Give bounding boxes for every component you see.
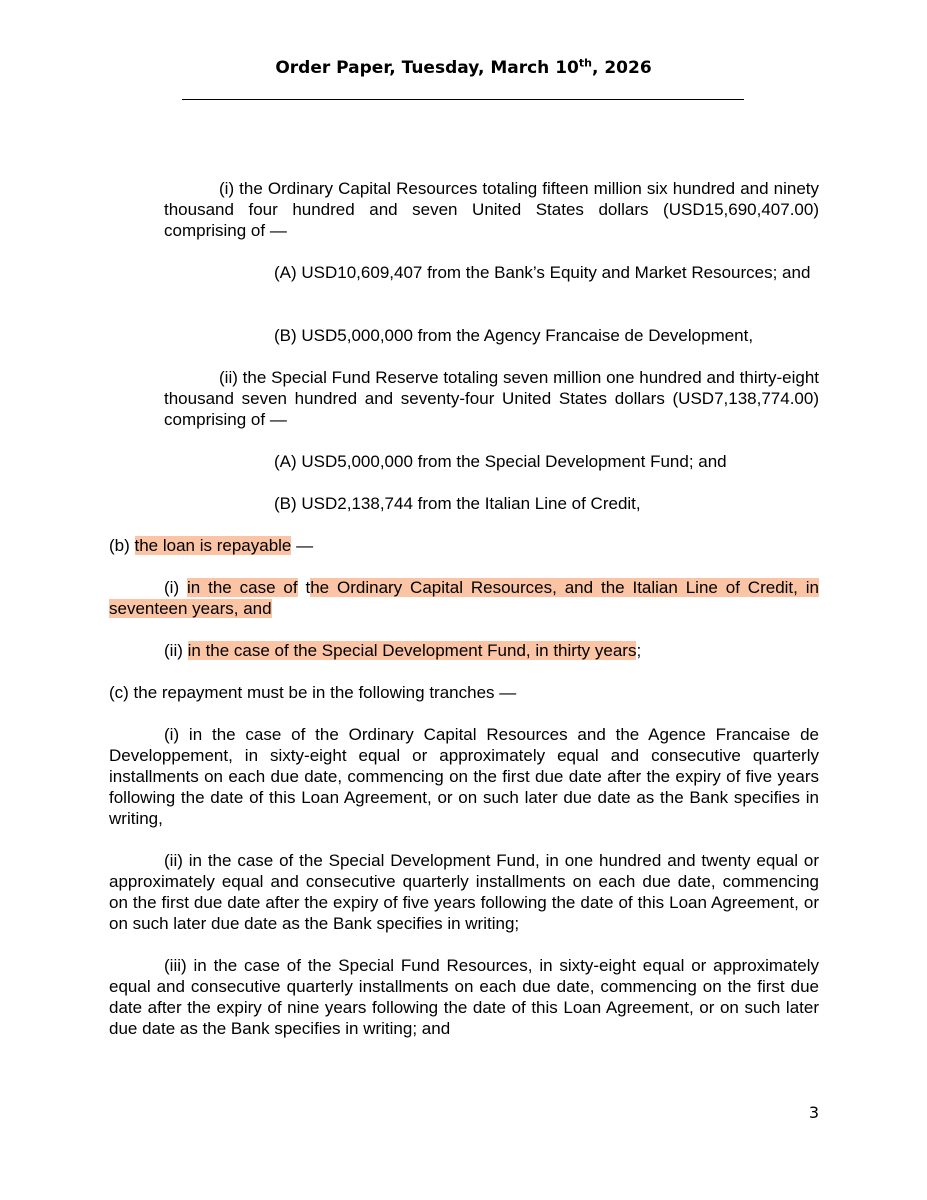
clause-b-ii [109, 640, 819, 661]
clause-b-i-gap: t [297, 578, 311, 597]
clause-b-label: (b) [109, 536, 135, 555]
clause-b-ii-tail: ; [636, 641, 642, 660]
clause-b-i-label: (i) [164, 578, 187, 597]
clause-c: (c) the repayment must be in the following tranches — [109, 683, 517, 702]
clause-b [109, 535, 819, 556]
header-title: Order Paper, Tuesday, March 10 [275, 58, 579, 78]
clause-c-iii: (iii) in the case of the Special Fund Resources, in sixty-eight equal or approximately equal and consecutive quarterly installments on each due date, commencing on the first due date after the expiry of nine years following the date of this Loan Agreement, or on such later due date as the Bank specifies in writing; and [109, 956, 819, 1038]
clause-b-highlight: the loan is repayable [134, 536, 292, 555]
clause-b-i [109, 577, 819, 619]
clause-c-ii: (ii) in the case of the Special Development Fund, in one hundred and twenty equal or approximately equal and consecutive quarterly installments on each due date, commencing on the first due date after the expiry of five years following the date of this Loan Agreement, or on such later due date as the Bank specifies in writing; [109, 851, 819, 933]
clause-a-ii: (ii) the Special Fund Reserve totaling seven million one hundred and thirty-eight thousand seven hundred and seventy-four United States dollars (USD7,138,774.00) comprising of — [164, 368, 819, 429]
clause-a-i: (i) the Ordinary Capital Resources totaling fifteen million six hundred and ninety thousand four hundred and seven United States dollars (USD15,690,407.00) comprising of — [164, 179, 819, 240]
header-rule [182, 99, 744, 100]
clause-a-ii-A: (A) USD5,000,000 from the Special Development Fund; and [274, 452, 727, 471]
clause-a-i-B: (B) USD5,000,000 from the Agency Francaise de Development, [274, 326, 754, 345]
clause-b-tail: — [291, 536, 314, 555]
page-header [0, 56, 927, 80]
clause-b-i-highlight-2: he Ordinary Capital Resources, and the Italian Line of Credit, in seventeen years, and [109, 578, 819, 618]
clause-a-ii-B: (B) USD2,138,744 from the Italian Line of Credit, [274, 494, 641, 513]
clause-b-i-highlight-1: in the case of [186, 578, 298, 597]
header-title-year: , 2026 [591, 58, 652, 78]
clause-b-ii-label: (ii) [164, 641, 188, 660]
clause-a-i-A: (A) USD10,609,407 from the Bank’s Equity and Market Resources; and [274, 263, 811, 282]
page-number: 3 [808, 1103, 819, 1122]
clause-c-i: (i) in the case of the Ordinary Capital Resources and the Agence Francaise de Developpement, in sixty-eight equal or approximately equal and consecutive quarterly installments on each due date, commencing on the first due date after the expiry of five years following the date of this Loan Agreement, or on such later due date as the Bank specifies in writing, [109, 725, 819, 828]
clause-b-ii-highlight: in the case of the Special Development Fund, in thirty years [187, 641, 637, 660]
header-title-superscript: th [578, 56, 592, 70]
